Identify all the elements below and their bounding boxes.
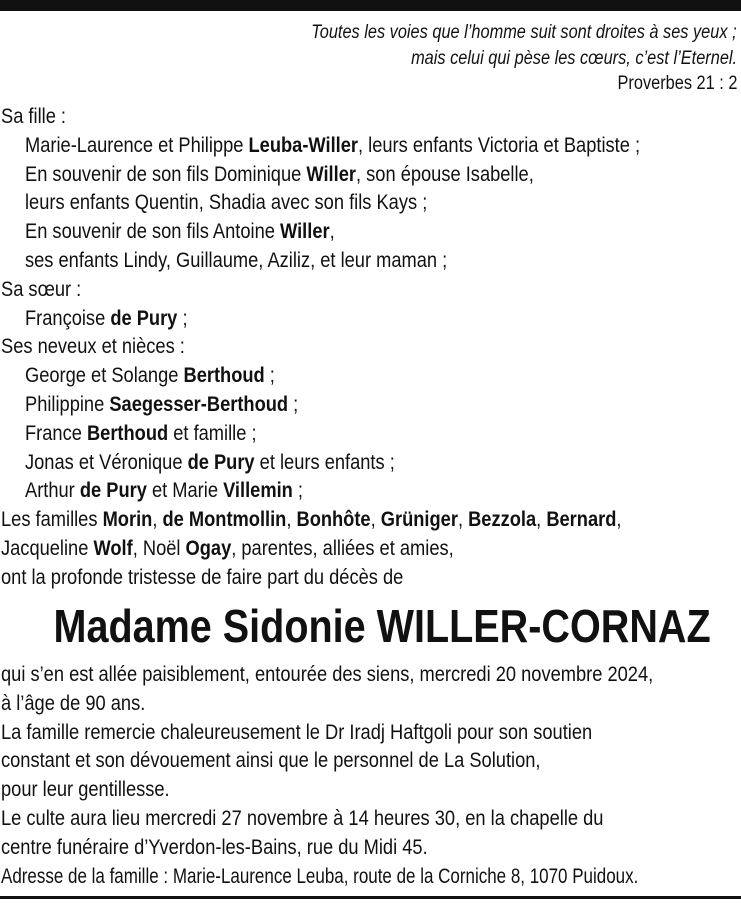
others-line: Jacqueline Wolf, Noël Ogay, parentes, alliées et amies, (1, 535, 454, 560)
deceased-name-headline: Madame Sidonie WILLER-CORNAZ (53, 600, 711, 652)
top-border-rule (0, 0, 741, 11)
details-line: à l’âge de 90 ans. (1, 690, 146, 715)
quote-line-1: Toutes les voies que l’homme suit sont droites à ses yeux ; (311, 22, 737, 43)
nephews-label: Ses neveux et nièces : (1, 334, 185, 359)
family-line: France Berthoud et famille ; (25, 420, 257, 445)
family-line: Arthur de Pury et Marie Villemin ; (25, 478, 303, 503)
daughter-label: Sa fille : (1, 104, 67, 128)
details-line: qui s’en est allée paisiblement, entourée des siens, mercredi 20 novembre 2024, (1, 662, 654, 686)
quote-reference: Proverbes 21 : 2 (617, 73, 737, 94)
quote-line-2: mais celui qui pèse les cœurs, c’est l’Eternel. (410, 47, 737, 69)
details-line: La famille remercie chaleureusement le Dr Iradj Haftgoli pour son soutien (1, 719, 593, 744)
bottom-border-rule (0, 896, 741, 899)
bible-quote (242, 20, 737, 97)
family-line: Jonas et Véronique de Pury et leurs enfants ; (25, 449, 395, 474)
family-line: ses enfants Lindy, Guillaume, Aziliz, et leur maman ; (25, 247, 448, 272)
family-line: Françoise de Pury ; (25, 305, 188, 330)
sister-label: Sa sœur : (1, 276, 82, 301)
family-line: leurs enfants Quentin, Shadia avec son fils Kays ; (25, 190, 428, 215)
family-line: En souvenir de son fils Dominique Willer, son épouse Isabelle, (25, 161, 534, 186)
family-line: Marie-Laurence et Philippe Leuba-Willer, leurs enfants Victoria et Baptiste ; (25, 132, 641, 157)
details-line: centre funéraire d’Yverdon-les-Bains, rue du Midi 45. (1, 834, 428, 859)
family-line: Philippine Saegesser-Berthoud ; (25, 391, 299, 416)
family-list (1, 102, 741, 592)
announcement-line: ont la profonde tristesse de faire part du décès de (1, 564, 404, 589)
funeral-details (1, 660, 741, 890)
family-address-line: Adresse de la famille : Marie-Laurence Leuba, route de la Corniche 8, 1070 Puidoux. (1, 863, 639, 888)
family-line: En souvenir de son fils Antoine Willer, (25, 219, 335, 244)
families-line: Les familles Morin, de Montmollin, Bonhôte, Grüniger, Bezzola, Bernard, (1, 507, 622, 532)
family-line: George et Solange Berthoud ; (25, 363, 275, 388)
details-line: constant et son dévouement ainsi que le personnel de La Solution, (1, 748, 541, 773)
details-line: Le culte aura lieu mercredi 27 novembre à 14 heures 30, en la chapelle du (1, 805, 604, 830)
details-line: pour leur gentillesse. (1, 777, 170, 802)
